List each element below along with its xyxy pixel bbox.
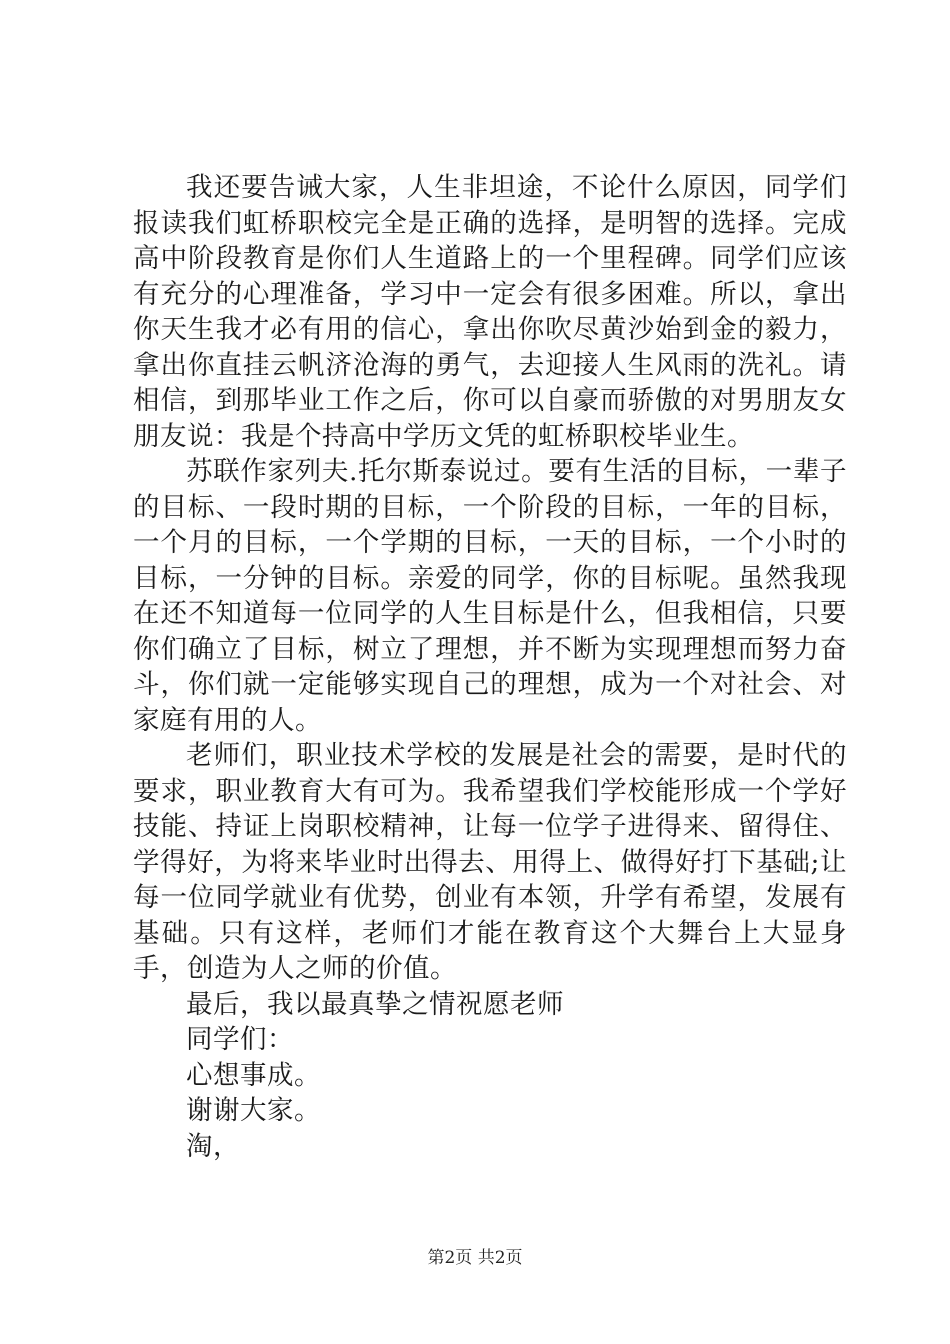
closing-line: 心想事成。	[186, 1059, 321, 1091]
paragraph: 老师们，职业技术学校的发展是社会的需要，是时代的要求，职业教育大有可为。我希望我们学校能形成一个学好技能、持证上岗职校精神，让每一位学子进得来、留得住、学得好，为将来毕业时出得去、用得上、做得好打下基础;让每一位同学就业有优势，创业有本领，升学有希望，发展有基础。只有这样，老师们才能在教育这个大舞台上大显身手，创造为人之师的价值。	[133, 740, 847, 984]
page-number-footer: 第2页 共2页	[427, 1248, 523, 1268]
paragraph: 我还要告诫大家，人生非坦途，不论什么原因，同学们报读我们虹桥职校完全是正确的选择，是明智的选择。完成高中阶段教育是你们人生道路上的一个里程碑。同学们应该有充分的心理准备，学习中一定会有很多困难。所以，拿出你天生我才必有用的信心，拿出你吹尽黄沙始到金的毅力，拿出你直挂云帆济沧海的勇气，去迎接人生风雨的洗礼。请相信，到那毕业工作之后，你可以自豪而骄傲的对男朋友女朋友说：我是个持高中学历文凭的虹桥职校毕业生。	[133, 172, 847, 452]
document-body	[133, 170, 847, 1164]
closing-line: 最后，我以最真挚之情祝愿老师	[186, 988, 564, 1020]
closing-line: 谢谢大家。	[186, 1095, 321, 1126]
closing-line: 同学们：	[186, 1024, 294, 1055]
closing-line: 淘，	[186, 1130, 240, 1162]
paragraph: 苏联作家列夫.托尔斯泰说过。要有生活的目标，一辈子的目标、一段时期的目标，一个阶段的目标，一年的目标，一个月的目标，一个学期的目标，一天的目标，一个小时的目标，一分钟的目标。亲爱的同学，你的目标呢。虽然我现在还不知道每一位同学的人生目标是什么，但我相信，只要你们确立了目标，树立了理想，并不断为实现理想而努力奋斗，你们就一定能够实现自己的理想，成为一个对社会、对家庭有用的人。	[133, 456, 847, 736]
